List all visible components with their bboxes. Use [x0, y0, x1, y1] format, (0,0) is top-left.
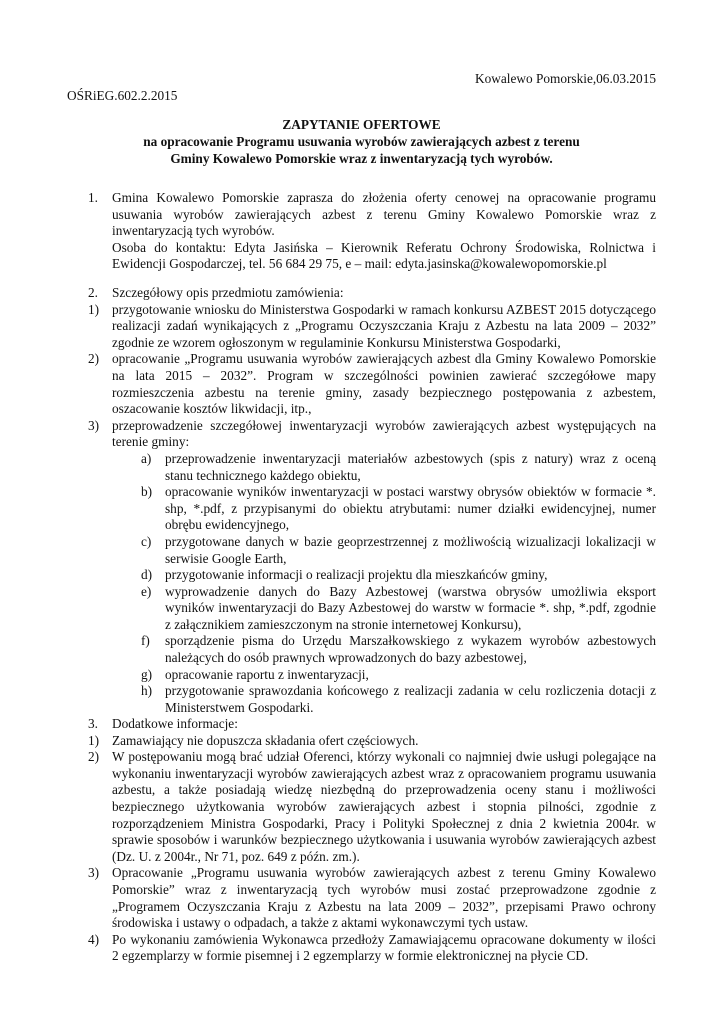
sublist-item-label: f) — [141, 633, 150, 649]
sublist-item-label: d) — [141, 567, 153, 583]
sublist-item-text: przygotowanie informacji o realizacji projektu dla mieszkańców gminy, — [165, 567, 548, 583]
sublist-item-text: przeprowadzenie inwentaryzacji materiałów azbestowych (spis z natury) wraz z oceną stanu technicznego każdego obiektu, — [165, 450, 656, 483]
contact-info: Osoba do kontaktu: Edyta Jasińska – Kierownik Referatu Ochrony Środowiska, Rolnictwa i Ewidencji Gospodarczej, tel. 56 684 29 75, e – mail: edyta.jasinska@kowalewopomorskie.pl — [112, 239, 656, 272]
section-text: Gmina Kowalewo Pomorskie zaprasza do złożenia oferty cenowej na opracowanie programu usuwania wyrobów zawierających azbest z terenu Gminy Kowalewo Pomorskie wraz z inwentaryzacją tych wyrobów. — [112, 190, 656, 239]
scope-list — [88, 302, 656, 717]
sublist-item-label: e) — [141, 583, 152, 599]
reference-number: OŚRiEG.602.2.2015 — [67, 88, 178, 103]
section-2 — [88, 285, 656, 716]
list-item — [88, 351, 656, 417]
list-item — [88, 418, 656, 717]
list-item-label: 2) — [88, 749, 100, 765]
sublist-item — [141, 534, 656, 567]
list-item-label: 3) — [88, 865, 100, 881]
place-date: Kowalewo Pomorskie,06.03.2015 — [475, 71, 656, 86]
list-item-text: opracowanie „Programu usuwania wyrobów zawierających azbest dla Gminy Kowalewo Pomorskie na lata 2015 – 2032”. Program w szczególności powinien zawierać szczegółowe mapy rozmieszczenia azbestu na terenie gminy, zasady bezpiecznego postępowania z azbestem, oszacowanie kosztów likwidacji, itp., — [112, 351, 656, 417]
list-item-text: Zamawiający nie dopuszcza składania ofert częściowych. — [112, 732, 419, 748]
list-item-label: 1) — [88, 732, 100, 748]
section-1 — [88, 190, 656, 273]
list-item — [88, 932, 656, 965]
sublist-item — [141, 451, 656, 484]
list-item-text: Po wykonaniu zamówienia Wykonawca przedłoży Zamawiającemu opracowane dokumenty w ilości 2 egzemplarzy w formie pisemnej i 2 egzemplarzy w formie elektronicznej na płycie CD. — [112, 931, 656, 964]
sublist-item-text: opracowanie wyników inwentaryzacji w postaci warstwy obrysów obiektów w formacie *. shp, *.pdf, z przypisanymi do obiektu atrybutami: numer działki ewidencyjnej, numer obrębu ewidencyjnego, — [165, 484, 656, 533]
sublist-item — [141, 633, 656, 666]
title-heading: ZAPYTANIE OFERTOWE — [282, 117, 441, 132]
sublist-item-text: wyprowadzenie danych do Bazy Azbestowej (warstwa obrysów umożliwia eksport wyników inwentaryzacji do Bazy Azbestowej do warstw w formacie *. shp, *.pdf, zgodnie z załącznikiem zamieszczonym na stronie internetowej Konkursu), — [165, 583, 656, 632]
section-number: 2. — [88, 285, 98, 300]
list-item-text: W postępowaniu mogą brać udział Oferenci, którzy wykonali co najmniej dwie usługi polegające na wykonaniu inwentaryzacji wyrobów zawierających azbest wraz z opracowaniem programu usuwania azbestu, a także posiadają wiedzę niezbędną do przeprowadzenia oceny stanu i możliwości bezpiecznego użytkowania wyrobów zawierających azbest i stopnia pilności, zgodnie z rozporządzeniem Ministra Gospodarki, Pracy i Polityki Społecznej z dnia 2 kwietnia 2004r. w sprawie sposobów i warunków bezpiecznego użytkowania i usuwania wyrobów zawierających azbest (Dz. U. z 2004r., Nr 71, poz. 649 z późn. zm.). — [112, 749, 656, 864]
inventory-sublist — [141, 451, 656, 717]
sublist-item — [141, 484, 656, 534]
section-number: 3. — [88, 716, 98, 731]
section-number: 1. — [88, 190, 98, 205]
list-item-label: 3) — [88, 417, 100, 433]
list-item-label: 2) — [88, 351, 100, 367]
sublist-item-label: b) — [141, 484, 153, 500]
sublist-item-text: przygotowane danych w bazie geoprzestrzennej z możliwością wizualizacji lokalizacji w serwisie Google Earth, — [165, 533, 656, 566]
sublist-item — [141, 567, 656, 584]
additional-info-list — [88, 733, 656, 965]
sublist-item-label: c) — [141, 533, 152, 549]
sublist-item-text: przygotowanie sprawozdania końcowego z realizacji zadania w celu rozliczenia dotacji z Ministerstwem Gospodarki. — [165, 683, 656, 715]
sublist-item — [141, 683, 656, 716]
list-item-text: przygotowanie wniosku do Ministerstwa Gospodarki w ramach konkursu AZBEST 2015 dotyczącego realizacji zadań wynikających z „Programu Oczyszczania Kraju z Azbestu na lata 2009 – 2032” zgodnie ze wzorem ogłoszonym w regulaminie Konkursu Ministerstwa Gospodarki, — [112, 301, 656, 350]
list-item-text: przeprowadzenie szczegółowej inwentaryzacji wyrobów zawierających azbest występujących na terenie gminy: — [112, 417, 656, 450]
list-item — [88, 865, 656, 931]
sublist-item-label: h) — [141, 683, 153, 699]
sublist-item-label: g) — [141, 666, 153, 682]
document-title — [67, 116, 656, 167]
list-item-text: Opracowanie „Programu usuwania wyrobów zawierających azbest z terenu Gminy Kowalewo Pomorskie” wraz z inwentaryzacją tych wyrobów musi zostać przeprowadzone zgodnie z „Programem Oczyszczania Kraju z Azbestu na lata 2009 – 2032”, przepisami Prawo ochrony środowiska i ustawy o odpadach, a także z aktami wykonawczymi tych ustaw. — [112, 865, 656, 931]
sublist-item — [141, 584, 656, 634]
section-3 — [88, 716, 656, 965]
section-heading: Szczegółowy opis przedmiotu zamówienia: — [112, 285, 344, 300]
list-item — [88, 749, 656, 865]
sublist-item-label: a) — [141, 450, 152, 466]
title-subject-line-2: Gminy Kowalewo Pomorskie wraz z inwentaryzacją tych wyrobów. — [170, 151, 553, 166]
sublist-item-text: sporządzenie pisma do Urzędu Marszałkowskiego z wykazem wyrobów azbestowych należących do osób prawnych wprowadzonych do bazy azbestowej, — [165, 633, 656, 666]
list-item-label: 4) — [88, 931, 100, 947]
sublist-item-text: opracowanie raportu z inwentaryzacji, — [165, 666, 369, 682]
list-item-label: 1) — [88, 301, 100, 317]
section-heading: Dodatkowe informacje: — [112, 716, 238, 731]
list-item — [88, 302, 656, 352]
list-item — [88, 733, 656, 750]
title-subject-line-1: na opracowanie Programu usuwania wyrobów zawierających azbest z terenu — [143, 134, 580, 149]
sublist-item — [141, 667, 656, 684]
